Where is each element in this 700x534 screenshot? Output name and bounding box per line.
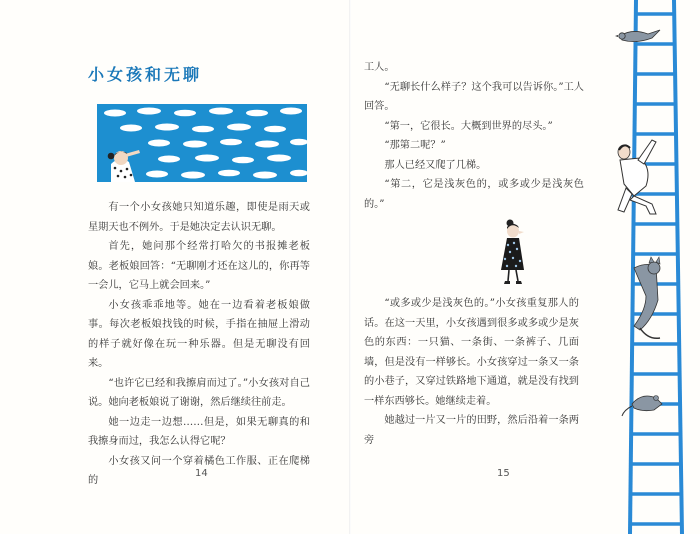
paragraph: 有一个小女孩她只知道乐趣，即使是雨天或星期天也不例外。于是她决定去认识无聊。: [88, 202, 310, 233]
right-page: [350, 0, 700, 534]
climbing-worker-figure: [618, 140, 656, 214]
page-number: 15: [497, 468, 510, 479]
paragraph: 小女孩乖乖地等。她在一边看着老板娘做事。每次老板娘找钱的时候，手指在抽屉上滑动的样子就好像在玩一种乐器。但是无聊没有回来。: [88, 299, 310, 369]
paragraph: “第二，它是浅灰色的，或多或少是浅灰色的。”: [364, 179, 584, 210]
paragraph: 工人。: [364, 62, 395, 73]
paragraph: 首先，她问那个经常打哈欠的书报摊老板娘。老板娘回答：“无聊刚才还在这儿的，你再等一会儿，它马上就会回来。”: [88, 241, 310, 291]
cat-figure: [634, 257, 660, 338]
paragraph: “也许它已经和我擦肩而过了。”小女孩对自己说。她向老板娘说了谢谢，然后继续往前走。: [88, 377, 310, 408]
paragraph: 她一边走一边想……但是，如果无聊真的和我擦身而过，我怎么认得它呢？: [88, 416, 310, 447]
chapter-title: 小女孩和无聊: [88, 65, 203, 84]
paragraph: “或多或少是浅灰色的。”小女孩重复那人的话。在这一天里，小女孩遇到很多或多或少是灰色的东西：一只猫、一条街、一条裤子、几面墙，但是没有一样够长。小女孩穿过一条又一条的小巷子，又穿过铁路地下通道，就是没有找到一样东西够长。她继续走着。: [364, 298, 579, 407]
right-page-body-bottom: [364, 294, 579, 450]
bird-figure: [615, 30, 660, 42]
walking-girl-illustration: [488, 218, 538, 286]
paragraph: “无聊长什么样子？这个我可以告诉你。”工人回答。: [364, 81, 584, 112]
paragraph: “那第二呢？”: [384, 140, 446, 151]
sky-illustration: [97, 104, 307, 182]
paragraph: 小女孩又问一个穿着橘色工作服、正在爬梯的: [88, 455, 310, 486]
left-page-body: [88, 198, 310, 491]
paragraph: 那人已经又爬了几梯。: [384, 159, 487, 171]
mouse-figure: [622, 396, 662, 417]
page-number: 14: [195, 468, 208, 479]
paragraph: 她越过一片又一片的田野，然后沿着一条两旁: [364, 415, 579, 446]
paragraph: “第一，它很长。大概到世界的尽头。”: [384, 120, 553, 132]
right-page-body-top: [364, 58, 584, 214]
ladder-illustration: [612, 0, 700, 534]
